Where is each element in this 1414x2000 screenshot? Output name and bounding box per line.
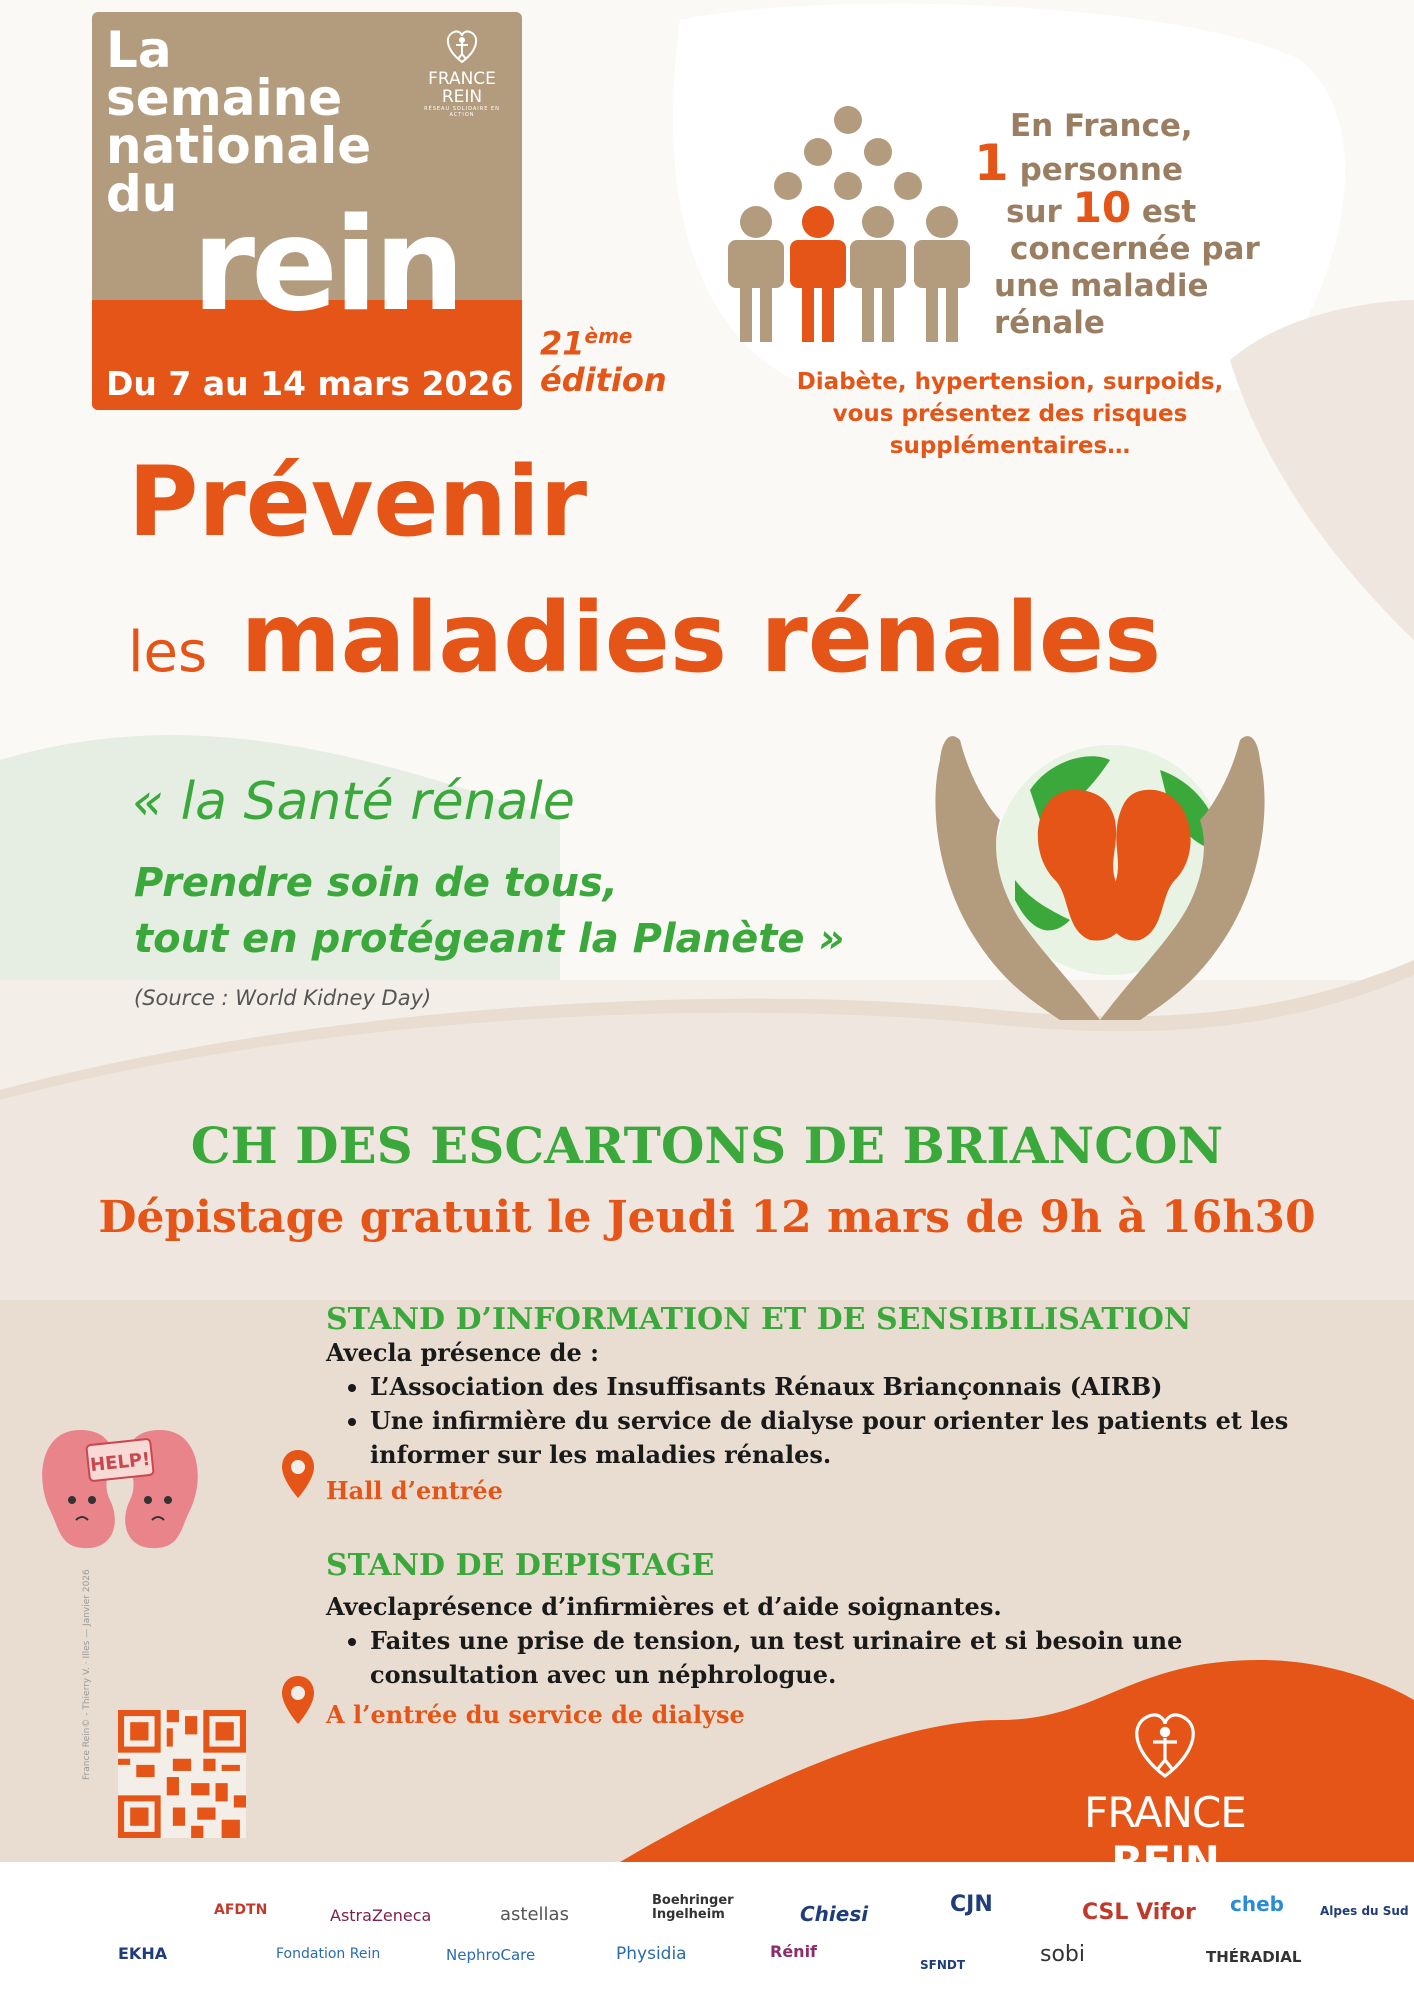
- stand-information-title: STAND D’INFORMATION ET DE SENSIBILISATION: [326, 1302, 1192, 1337]
- stat-line-1: En France,: [1010, 108, 1193, 144]
- title-line-2: semaine: [106, 69, 343, 127]
- sponsor-logo: cheb: [1230, 1892, 1284, 1916]
- edition-number: 21: [540, 324, 585, 363]
- stand-information-item: • L’Association des Insuffisants Rénaux Briançonnais (AIRB): [370, 1370, 1326, 1404]
- kidney-mascots-illustration: [20, 1420, 220, 1560]
- stand-information-intro: Avecla présence de :: [326, 1338, 599, 1367]
- quote-source: (Source : World Kidney Day): [134, 986, 432, 1010]
- sponsor-logo: Chiesi: [800, 1902, 869, 1926]
- sponsor-logo: AFDTN: [214, 1902, 268, 1918]
- stand-information-body: [326, 1336, 1326, 1472]
- sponsor-logo: SFNDT: [920, 1958, 966, 1972]
- sponsor-logo: EKHA: [118, 1944, 168, 1963]
- risk-line-2: vous présentez des risques: [832, 401, 1188, 427]
- title-line-1: La: [106, 21, 172, 79]
- stat-line-4: concernée par: [1010, 231, 1260, 267]
- risk-factors-text: [740, 366, 1280, 462]
- sponsor-logo: AstraZeneca: [330, 1906, 432, 1925]
- sponsor-logo: CJN: [950, 1892, 993, 1917]
- risk-line-1: Diabète, hypertension, surpoids,: [796, 369, 1224, 395]
- sponsor-logo: CSL Vifor: [1082, 1900, 1196, 1925]
- screening-date: Dépistage gratuit le Jeudi 12 mars de 9h à 16h30: [98, 1192, 1316, 1243]
- france-rein-mini-tagline: RÉSEAU SOLIDAIRE EN ACTION: [424, 106, 500, 118]
- help-sign-text: HELP!: [89, 1448, 152, 1477]
- stat-line-6: rénale: [994, 305, 1105, 341]
- title-line-3: nationale: [106, 117, 372, 175]
- footer-org-name-a: FRANCE: [1084, 1788, 1246, 1837]
- stat-ten: 10: [1072, 183, 1132, 232]
- headline-rest: maladies rénales: [240, 582, 1162, 694]
- event-dates: Du 7 au 14 mars 2026: [106, 364, 514, 403]
- stand-screening-location: A l’entrée du service de dialyse: [326, 1700, 745, 1729]
- location-pin-icon: [280, 1448, 316, 1500]
- hands-holding-globe-illustration: [920, 700, 1280, 1030]
- stat-line-5: une maladie: [994, 268, 1209, 304]
- headline-les: les: [128, 620, 208, 685]
- sponsor-logos-strip: [0, 1862, 1414, 2000]
- quote-line-2: Prendre soin de tous,: [134, 860, 619, 906]
- event-title-block: [92, 12, 522, 410]
- kidney-disease-statistic: [974, 108, 1260, 342]
- title-rein: rein: [192, 191, 461, 340]
- sponsor-logo: astellas: [500, 1904, 569, 1925]
- sponsor-logo: Rénif: [770, 1942, 818, 1961]
- headline-line-2: [128, 582, 1162, 703]
- sponsor-logo: Boehringer Ingelheim: [652, 1893, 734, 1922]
- stand-information-location: Hall d’entrée: [326, 1476, 503, 1505]
- stand-screening-body: [326, 1590, 1226, 1692]
- edition-badge: [540, 318, 667, 398]
- france-rein-mini-label: FRANCE REIN: [428, 69, 496, 107]
- stat-sur: sur: [1006, 194, 1062, 230]
- stand-screening-intro: Aveclaprésence d’infirmières et d’aide soignantes.: [326, 1592, 1002, 1621]
- qr-code[interactable]: [118, 1710, 246, 1838]
- sponsor-logo: sobi: [1040, 1942, 1085, 1967]
- heart-kidney-icon: [1125, 1704, 1205, 1784]
- poster-credit: France Rein© - Thierry V. · Illes — Janvier 2026: [82, 1569, 92, 1780]
- headline-line-1: Prévenir: [128, 446, 588, 558]
- quote-body: [134, 855, 844, 967]
- quote-title: « la Santé rénale: [132, 772, 575, 832]
- stand-information-item: • Une infirmière du service de dialyse pour orienter les patients et les informer sur les maladies rénales.: [370, 1404, 1326, 1472]
- quote-line-3: tout en protégeant la Planète »: [134, 916, 845, 962]
- stand-screening-title: STAND DE DEPISTAGE: [326, 1548, 715, 1583]
- venue-title: CH DES ESCARTONS DE BRIANCON: [190, 1116, 1224, 1175]
- people-statistic-illustration: [720, 100, 980, 350]
- stat-personne: personne: [1019, 152, 1184, 188]
- stat-one: 1: [974, 134, 1009, 192]
- edition-suffix: ème: [584, 324, 633, 348]
- heart-kidney-icon: [442, 26, 482, 66]
- risk-line-3: supplémentaires…: [889, 433, 1131, 459]
- location-pin-icon: [280, 1674, 316, 1726]
- sponsor-logo: Physidia: [616, 1944, 687, 1964]
- sponsor-logo: Fondation Rein: [276, 1946, 381, 1962]
- title-line-4: du: [106, 165, 178, 223]
- sponsor-logo: Alpes du Sud: [1320, 1904, 1409, 1918]
- edition-word: édition: [540, 360, 667, 399]
- sponsor-logo: THÉRADIAL: [1206, 1948, 1302, 1966]
- stand-screening-item: • Faites une prise de tension, un test urinaire et si besoin une consultation avec un néphrologue.: [370, 1624, 1226, 1692]
- sponsor-logo: NephroCare: [446, 1946, 536, 1964]
- france-rein-mini-logo: [412, 26, 512, 118]
- stat-est: est: [1141, 194, 1197, 230]
